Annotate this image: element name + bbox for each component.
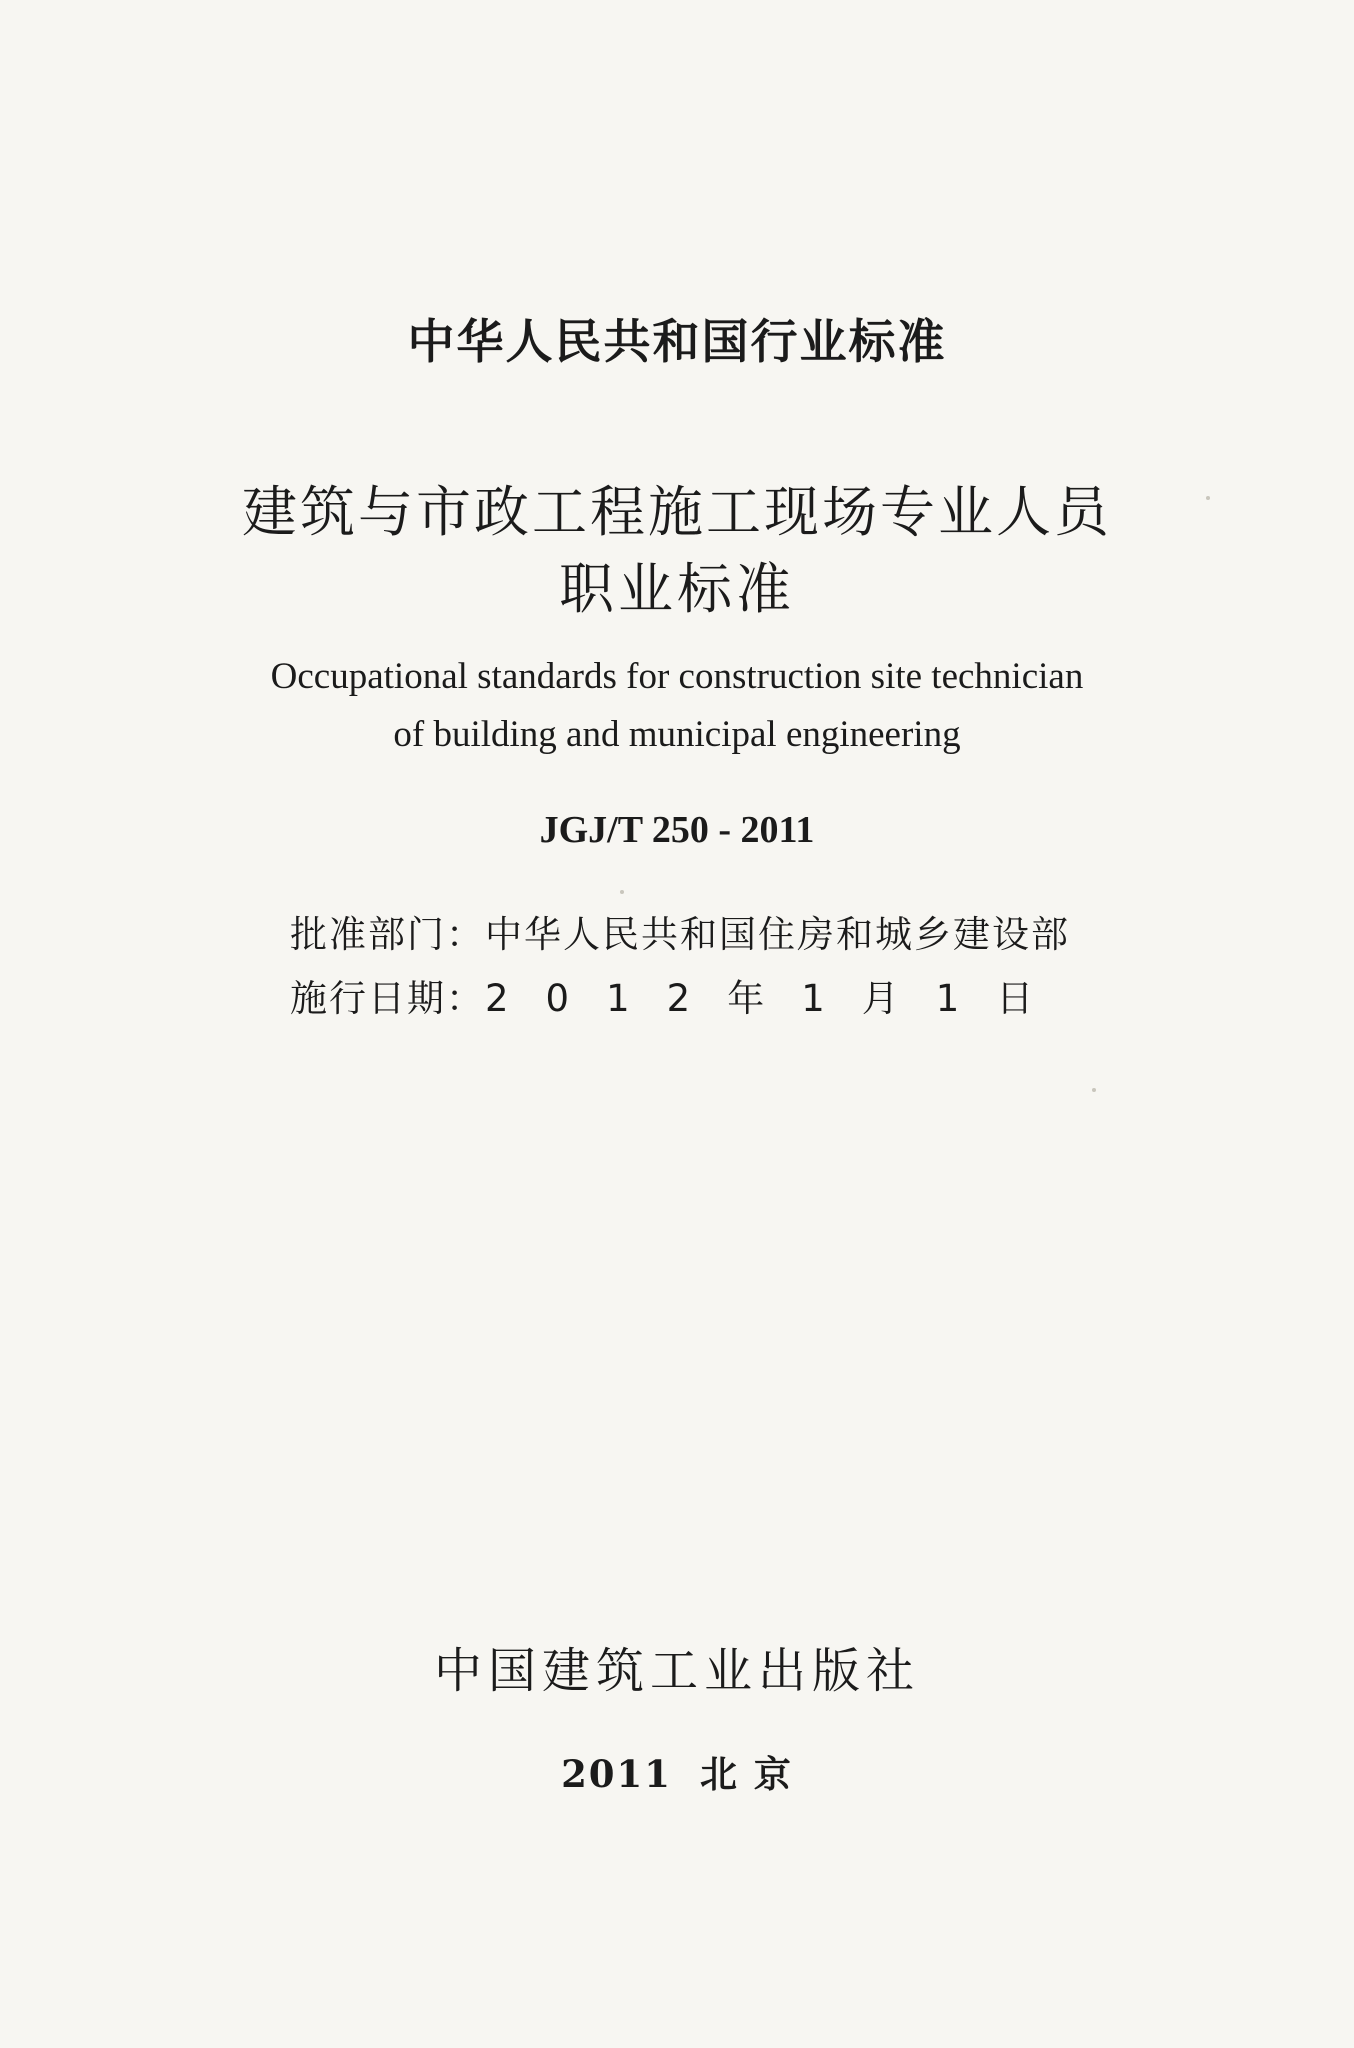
publisher: 中国建筑工业出版社 (433, 1643, 920, 1699)
title-en-line2: of building and municipal engineering (393, 714, 961, 755)
date-char: 1 (606, 977, 630, 1020)
industry-standard-heading: 中华人民共和国行业标准 (407, 315, 947, 370)
publication-year-city (0, 1744, 1354, 1798)
date-char: 2 (666, 977, 691, 1020)
date-char: 月 (861, 977, 899, 1020)
publication-city: 北 京 (700, 1752, 793, 1796)
scan-speck (1092, 1088, 1096, 1092)
date-char: 日 (996, 977, 1034, 1020)
approval-value: 中华人民共和国住房和城乡建设部 (485, 913, 1070, 956)
effective-date-row (290, 968, 1070, 1022)
date-char: 0 (545, 977, 570, 1020)
approval-row (290, 904, 1070, 958)
scan-speck (1206, 496, 1210, 500)
title-en-line1: Occupational standards for construction site technician (270, 656, 1084, 697)
title-cn-line1: 建筑与市政工程施工现场专业人员 (241, 480, 1112, 544)
effective-date-value (485, 968, 1070, 1022)
scan-speck (620, 890, 624, 894)
title-cn-line2: 职业标准 (558, 557, 795, 621)
standard-code: JGJ/T 250 - 2011 (539, 809, 815, 851)
date-char: 1 (935, 977, 960, 1020)
publication-year: 2011 (561, 1752, 673, 1796)
effective-date-label: 施行日期： (290, 977, 485, 1020)
date-char: 1 (801, 977, 825, 1020)
date-char: 年 (727, 977, 765, 1020)
approval-label: 批准部门： (290, 913, 485, 956)
date-char: 2 (485, 977, 509, 1020)
